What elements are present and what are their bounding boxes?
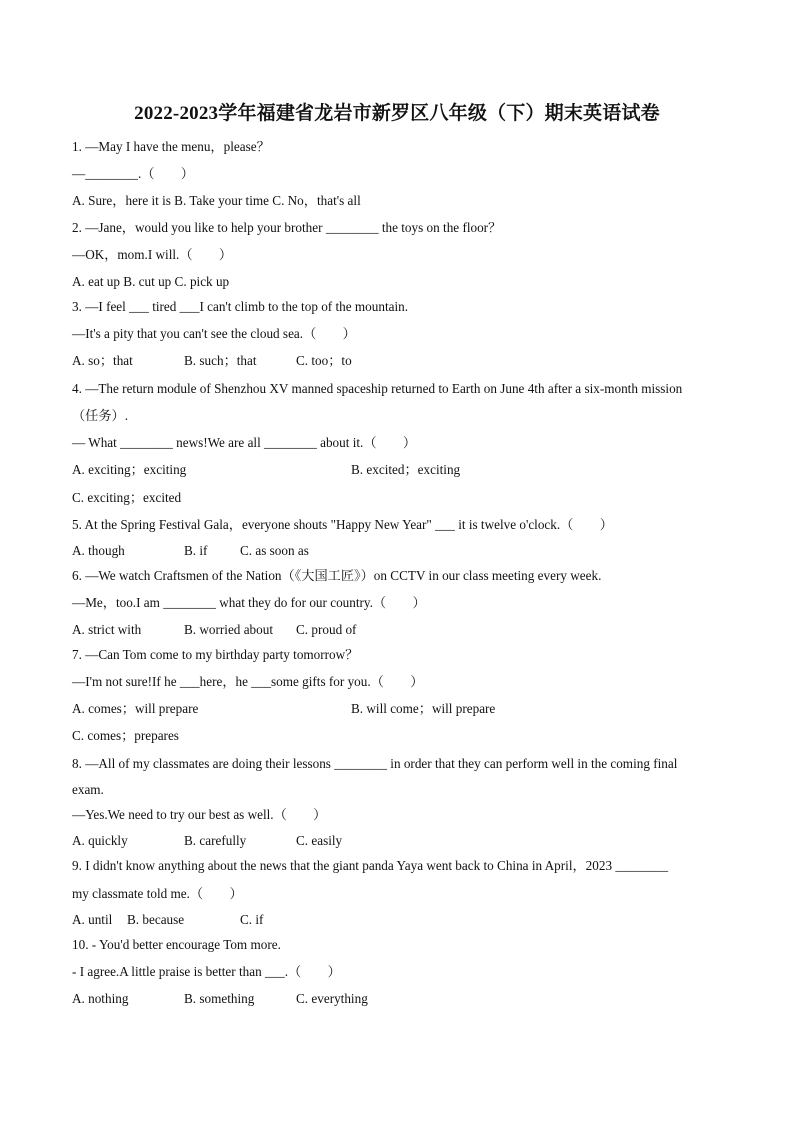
question-4-stem: 4. —The return module of Shenzhou XV manned spaceship returned to Earth on June 4th after a six-month mission — [72, 381, 683, 396]
question-6-stem: 6. —We watch Craftsmen of the Nation（《大国工匠》）on CCTV in our class meeting every week. — [72, 568, 602, 583]
question-7-response: —I'm not sure!If he ___here，he ___some gifts for you.（ ） — [72, 674, 424, 689]
question-9-option-a: A. until — [72, 912, 113, 927]
question-8-response: —Yes.We need to try our best as well.（ ） — [72, 807, 327, 822]
question-4-option-a: A. exciting；exciting — [72, 462, 187, 477]
question-4-response: — What ________ news!We are all ________ about it.（ ） — [72, 435, 417, 450]
question-2-options: A. eat up B. cut up C. pick up — [72, 274, 230, 289]
question-10-option-c: C. everything — [296, 991, 368, 1006]
page-title: 2022-2023学年福建省龙岩市新罗区八年级（下）期末英语试卷 — [134, 103, 660, 124]
question-3-response: —It's a pity that you can't see the cloud sea.（ ） — [72, 326, 356, 341]
question-8-option-b: B. carefully — [184, 833, 247, 848]
question-2-response: —OK，mom.I will.（ ） — [72, 247, 233, 262]
question-6-option-b: B. worried about — [184, 622, 273, 637]
question-5-stem: 5. At the Spring Festival Gala，everyone shouts "Happy New Year" ___ it is twelve o'clock.（ ） — [72, 517, 613, 532]
question-4-stem-cont: （任务）. — [72, 408, 129, 423]
question-5-option-c: C. as soon as — [240, 543, 309, 558]
question-4-option-c: C. exciting；excited — [72, 490, 182, 505]
question-10-response: - I agree.A little praise is better than ___.（ ） — [72, 964, 341, 979]
question-3-stem: 3. —I feel ___ tired ___I can't climb to the top of the mountain. — [72, 299, 409, 314]
question-8-option-c: C. easily — [296, 833, 343, 848]
question-7-option-a: A. comes；will prepare — [72, 701, 199, 716]
question-1-stem: 1. —May I have the menu，please？ — [72, 139, 270, 154]
question-10-option-a: A. nothing — [72, 991, 129, 1006]
question-1-response: —________.（ ） — [72, 166, 194, 181]
question-9-option-b: B. because — [127, 912, 185, 927]
question-10-option-b: B. something — [184, 991, 255, 1006]
question-4-option-b: B. excited；exciting — [351, 462, 461, 477]
question-5-option-b: B. if — [184, 543, 208, 558]
question-7-option-c: C. comes；prepares — [72, 728, 179, 743]
question-7-option-b: B. will come；will prepare — [351, 701, 496, 716]
question-3-option-a: A. so；that — [72, 353, 133, 368]
question-8-option-a: A. quickly — [72, 833, 128, 848]
question-6-response: —Me，too.I am ________ what they do for our country.（ ） — [72, 595, 426, 610]
question-7-stem: 7. —Can Tom come to my birthday party tomorrow？ — [72, 647, 359, 662]
question-8-stem-cont: exam. — [72, 782, 104, 797]
question-3-option-c: C. too；to — [296, 353, 352, 368]
question-9-stem-cont: my classmate told me.（ ） — [72, 886, 243, 901]
question-2-stem: 2. —Jane，would you like to help your brother ________ the toys on the floor？ — [72, 220, 502, 235]
question-10-stem: 10. - You'd better encourage Tom more. — [72, 937, 281, 952]
question-6-option-c: C. proud of — [296, 622, 357, 637]
question-8-stem: 8. —All of my classmates are doing their lessons ________ in order that they can perform well in the coming final — [72, 756, 678, 771]
question-1-options: A. Sure，here it is B. Take your time C. No，that's all — [72, 193, 361, 208]
question-5-option-a: A. though — [72, 543, 125, 558]
question-6-option-a: A. strict with — [72, 622, 142, 637]
question-3-option-b: B. such；that — [184, 353, 257, 368]
question-9-option-c: C. if — [240, 912, 264, 927]
question-9-stem: 9. I didn't know anything about the news that the giant panda Yaya went back to China in April，2023 ________ — [72, 858, 669, 873]
